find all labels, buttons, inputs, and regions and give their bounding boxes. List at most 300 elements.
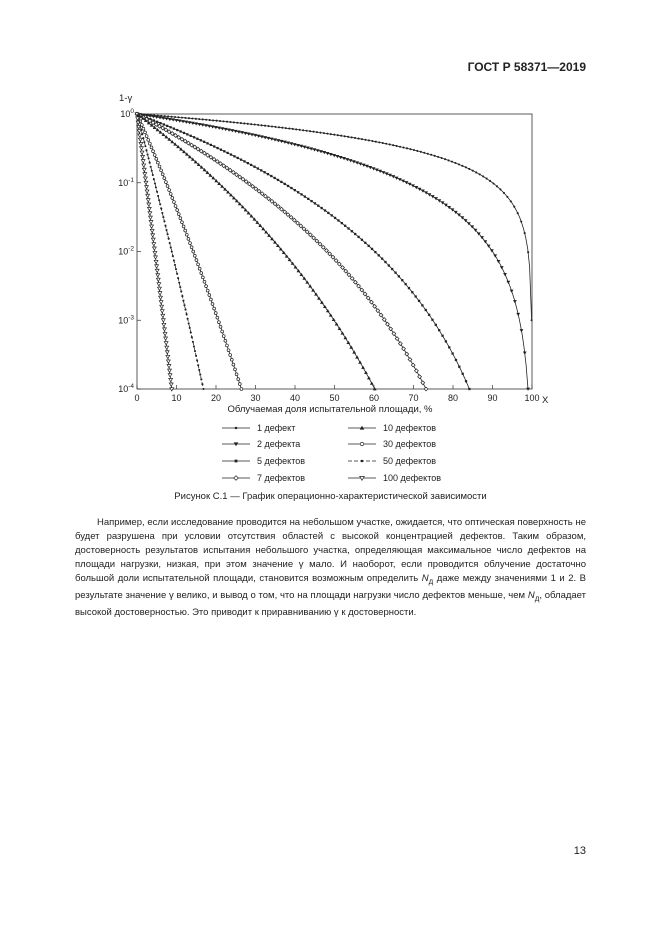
marker-triangle-down-open [168,369,172,372]
marker-dot [216,120,218,122]
marker-triangle-down-open [155,269,159,272]
y-tick-label: $10^{-4}$ [118,383,134,394]
marker-triangle-up [346,341,350,344]
marker-square [378,254,380,256]
marker-dot [212,119,214,121]
marker-dot [147,153,149,155]
marker-triangle-up [367,376,371,379]
marker-square [196,138,198,140]
marker-dot [181,295,183,297]
marker-square [233,155,235,157]
x-tick-label: 40 [289,393,301,403]
marker-dot [143,141,145,143]
marker-circle-open [147,138,150,141]
marker-dot [392,144,394,146]
legend-label: 50 дефектов [383,456,437,466]
marker-square [357,236,359,238]
marker-square [401,279,403,281]
marker-circle-open [211,303,214,306]
marker-circle-open [169,193,172,196]
marker-square [458,366,460,368]
marker-dot [416,150,418,152]
marker-square [280,181,282,183]
marker-square [183,132,185,134]
marker-circle-open [148,142,151,145]
marker-triangle-down-open [163,328,167,331]
marker-square [381,258,383,260]
marker-triangle-up [358,360,362,363]
marker-triangle-down-open [170,388,174,391]
marker-square [213,145,215,147]
marker-square [418,300,420,302]
marker-triangle-down-open [144,177,148,180]
marker-diamond-open [418,375,422,379]
marker-dot [292,128,294,130]
series-line [137,114,426,389]
marker-diamond-open [421,381,425,385]
legend-label: 2 дефекта [257,439,301,449]
marker-dot [396,145,398,147]
marker-dot [195,118,197,120]
marker-dot [254,124,256,126]
marker-dot [194,350,196,352]
marker-triangle-down-open [154,260,158,263]
figure-caption: Рисунок С.1 — График операционно-характеристической зависимости [174,491,487,502]
marker-dot [173,259,175,261]
marker-dot [201,383,203,385]
marker-dot [309,130,311,132]
marker-circle-open [163,177,166,180]
y-tick-label: $10^{-1}$ [118,176,134,188]
marker-square [290,187,292,189]
marker-triangle-down-open [164,342,168,345]
marker-dot [295,128,297,130]
marker-dot [261,124,263,126]
marker-triangle-down [441,201,445,204]
marker-dot [319,132,321,134]
legend-item-5 [222,456,305,466]
marker-dot [503,192,505,194]
marker-dot [444,158,446,160]
marker-triangle-down-open [146,194,150,197]
marker-dot [189,327,191,329]
marker-square [230,153,232,155]
marker-square [297,191,299,193]
marker-square [200,139,202,141]
marker-dot [175,268,177,270]
marker-dot [183,304,185,306]
marker-triangle-up [364,371,368,374]
marker-square [263,171,265,173]
marker-triangle-down-open [154,256,158,259]
marker-dot [312,131,314,133]
marker-triangle-down [497,260,501,263]
marker-square [227,152,229,154]
marker-dot [169,242,171,244]
marker-triangle-down [424,191,428,194]
marker-dot [195,355,197,357]
marker-triangle-down [500,266,504,269]
marker-dot [472,170,474,172]
marker-square [425,309,427,311]
marker-diamond-open [190,143,194,147]
marker-square [438,329,440,331]
marker-square [250,164,252,166]
marker-square [294,189,296,191]
marker-square [247,162,249,164]
marker-dot [250,123,252,125]
legend-label: 30 дефектов [383,439,437,449]
marker-dot [482,175,484,177]
marker-diamond-open [408,358,412,362]
marker-dot [458,163,460,165]
marker-square [304,195,306,197]
marker-triangle-down-open [142,168,146,171]
marker-dot [176,273,178,275]
marker-circle-open [214,312,217,315]
marker-dot [154,182,156,184]
marker-circle-open [145,135,148,138]
marker-square [287,185,289,187]
marker-triangle-down-open [156,278,160,281]
marker-dot [191,117,193,119]
marker-triangle-down-open [143,173,147,176]
marker-square [260,169,262,171]
marker-triangle-down [437,199,441,202]
marker-triangle-down-open [136,117,140,120]
marker-triangle-down [523,352,527,355]
marker-dot [145,149,147,151]
marker-square [334,217,336,219]
legend-item-100 [348,473,441,483]
marker-square [324,209,326,211]
marker-dot [178,282,180,284]
marker-circle-open [195,259,198,262]
marker-triangle-down [434,197,438,200]
marker-dot [150,166,152,168]
marker-dot [409,148,411,150]
x-tick-label: 10 [171,393,182,403]
marker-dot [357,138,359,140]
marker-triangle-down-open [158,292,162,295]
marker-circle-open [216,316,219,319]
marker-triangle-down-open [165,351,169,354]
marker-triangle-down-open [165,346,169,349]
marker-square [411,291,413,293]
marker-triangle-down-open [161,314,165,317]
marker-circle-open [193,254,196,257]
legend-item-2 [222,439,300,449]
marker-triangle-down-open [159,296,163,299]
marker-circle-open [150,146,153,149]
marker-dot [186,313,188,315]
marker-triangle-down [503,273,507,276]
marker-circle-open [226,344,229,347]
paragraph-part-3: , обладает высокой достоверностью. Это приводит к приравниванию γ к достоверности. [75,589,586,618]
marker-circle-open [197,263,200,266]
marker-circle-open [227,349,230,352]
x-axis-symbol: X [542,395,549,406]
marker-diamond-open [170,132,174,136]
marker-dot [479,173,481,175]
marker-dot [236,122,238,124]
marker-square [240,159,242,161]
marker-dot [161,212,163,214]
marker-dot [153,178,155,180]
marker-circle-open [237,378,240,381]
marker-dot [198,118,200,120]
marker-dot [513,206,515,208]
marker-square [465,380,467,382]
marker-dot [190,332,192,334]
marker-dot [399,146,401,148]
marker-triangle-down [516,313,520,316]
marker-square [384,261,386,263]
legend-item-1 [222,423,295,433]
marker-square [284,183,286,185]
marker-square [408,287,410,289]
marker-circle-open [187,237,190,240]
x-tick-label: 100 [524,393,540,403]
series-line [137,114,241,389]
marker-circle-open [174,205,177,208]
marker-dot [430,154,432,156]
marker-circle-open [190,246,193,249]
marker-dot [316,131,318,133]
marker-dot [182,300,184,302]
marker-dot [181,117,183,119]
marker-dot [285,127,287,129]
marker-triangle-up [352,350,356,353]
marker-square [398,275,400,277]
marker-square [394,272,396,274]
marker-triangle-down-open [146,199,150,202]
marker-triangle-up [370,382,374,385]
marker-dot [151,170,153,172]
marker-triangle-down-open [159,301,163,304]
marker-triangle-down [421,189,425,192]
marker-triangle-down-open [141,155,145,158]
marker-dot [492,182,494,184]
series-line [137,114,528,389]
marker-square [277,179,279,181]
marker-dot [174,264,176,266]
marker-dot [382,142,384,144]
marker-dot [371,140,373,142]
axis-layer [118,93,549,415]
marker-dot [413,149,415,151]
marker-square [274,177,276,179]
series-30 [136,113,243,391]
marker-dot [264,125,266,127]
marker-circle-open [176,209,179,212]
marker-dot [406,147,408,149]
marker-dot [192,341,194,343]
marker-dot [168,238,170,240]
marker-dot [302,129,304,131]
y-tick-label: $10^{-3}$ [118,314,134,326]
marker-dot [202,388,204,390]
marker-circle-open [192,250,195,253]
marker-dot [402,146,404,148]
marker-triangle-down-open [139,142,143,145]
marker-square [314,202,316,204]
marker-circle-open [166,185,169,188]
marker-dot [447,159,449,161]
marker-dot [222,120,224,122]
legend-item-50 [348,456,436,466]
marker-circle-open [206,289,209,292]
marker-diamond-open [424,387,428,391]
marker-circle-open [161,173,164,176]
marker-triangle-down-open [142,164,146,167]
marker-circle-open [177,213,180,216]
marker-triangle-down-open [155,265,159,268]
marker-triangle-down-open [138,134,142,137]
marker-circle-open [209,298,212,301]
marker-dot [191,336,193,338]
paragraph-part-1: Например, если исследование проводится на небольшом участке, ожидается, что оптическая поверхность не будет разрушена при условии отсутствия областей с высокой концентрацией дефектов. Таким образом, достоверность результатов испытания небольшого участка, определяющая максимальное число дефектов на площади нагрузки, низкая, при этом значение γ мало. И наоборот, если проводится облучение достаточно большой доли испытательной площади, становится возможным определить [75,517,586,584]
marker-square [327,212,329,214]
marker-dot [465,166,467,168]
marker-dot [144,145,146,147]
marker-dot [427,153,429,155]
marker-square [159,122,161,124]
marker-dot [364,139,366,141]
marker-dot [193,345,195,347]
marker-dot [177,116,179,118]
legend-item-30 [348,439,436,449]
marker-circle-open [360,442,363,445]
marker-triangle-down-open [163,332,167,335]
marker-dot [486,178,488,180]
marker-diamond-open [174,134,178,138]
marker-triangle-down-open [158,287,162,290]
marker-dot [174,116,176,118]
marker-triangle-down-open [151,238,155,241]
marker-square [317,205,319,207]
marker-dot [229,121,231,123]
marker-square [243,160,245,162]
marker-dot [337,134,339,136]
marker-square [331,214,333,216]
marker-dot [361,460,364,463]
marker-circle-open [185,233,188,236]
marker-triangle-down-open [156,274,160,277]
x-tick-label: 70 [408,393,419,403]
x-tick-label: 80 [447,393,459,403]
marker-dot [157,195,159,197]
marker-circle-open [142,127,145,130]
x-tick-label: 20 [210,393,222,403]
marker-square [391,268,393,270]
marker-dot [205,119,207,121]
marker-circle-open [224,339,227,342]
marker-square [431,319,433,321]
marker-square [448,346,450,348]
marker-square [321,207,323,209]
marker-triangle-up [361,366,365,369]
marker-circle-open [184,229,187,232]
marker-dot [354,137,356,139]
marker-dot [437,156,439,158]
marker-circle-open [234,368,237,371]
marker-diamond-open [177,135,181,139]
marker-dot [155,186,157,188]
marker-dot [506,196,508,198]
marker-triangle-down-open [140,151,144,154]
marker-dot [531,319,533,321]
marker-square [361,239,363,241]
marker-triangle-down-open [168,374,172,377]
marker-dot [375,141,377,143]
document-header: ГОСТ Р 58371—2019 [467,60,586,74]
marker-dot [202,118,204,120]
marker-triangle-down-open [149,216,153,219]
marker-square [237,157,239,159]
marker-square [257,167,259,169]
marker-dot [247,123,249,125]
marker-square [180,130,182,132]
marker-dot [496,185,498,187]
marker-circle-open [182,225,185,228]
marker-dot [187,318,189,320]
marker-diamond-open [186,141,190,145]
marker-square [388,264,390,266]
marker-diamond-open [180,137,184,141]
marker-triangle-down-open [160,310,164,313]
x-axis-label: Облучаемая доля испытательной площади, % [227,404,433,415]
marker-dot [243,122,245,124]
marker-dot [271,125,273,127]
marker-dot [288,127,290,129]
marker-circle-open [218,321,221,324]
marker-dot [148,157,150,159]
marker-dot [368,139,370,141]
marker-dot [389,143,391,145]
marker-triangle-down-open [149,221,153,224]
marker-circle-open [230,358,233,361]
marker-square [404,283,406,285]
marker-circle-open [205,285,208,288]
marker-dot [171,251,173,253]
marker-dot [326,133,328,135]
marker-dot [171,116,173,118]
y-tick-label: $10^{-2}$ [118,245,134,257]
marker-dot [177,277,179,279]
marker-square [462,373,464,375]
marker-dot [170,246,172,248]
marker-square [166,125,168,127]
marker-square [421,304,423,306]
marker-triangle-down-open [144,181,148,184]
marker-circle-open [179,217,182,220]
marker-square [190,135,192,137]
legend-item-7 [222,473,305,483]
marker-square [220,149,222,151]
series-7 [135,112,428,391]
marker-circle-open [152,150,155,153]
x-tick-label: 60 [368,393,380,403]
marker-dot [167,233,169,235]
marker-dot [344,135,346,137]
marker-diamond-open [411,363,415,367]
marker-triangle-down [510,290,514,293]
marker-triangle-down-open [160,305,164,308]
marker-circle-open [203,280,206,283]
marker-triangle-down-open [147,207,151,210]
marker-triangle-up [349,346,353,349]
